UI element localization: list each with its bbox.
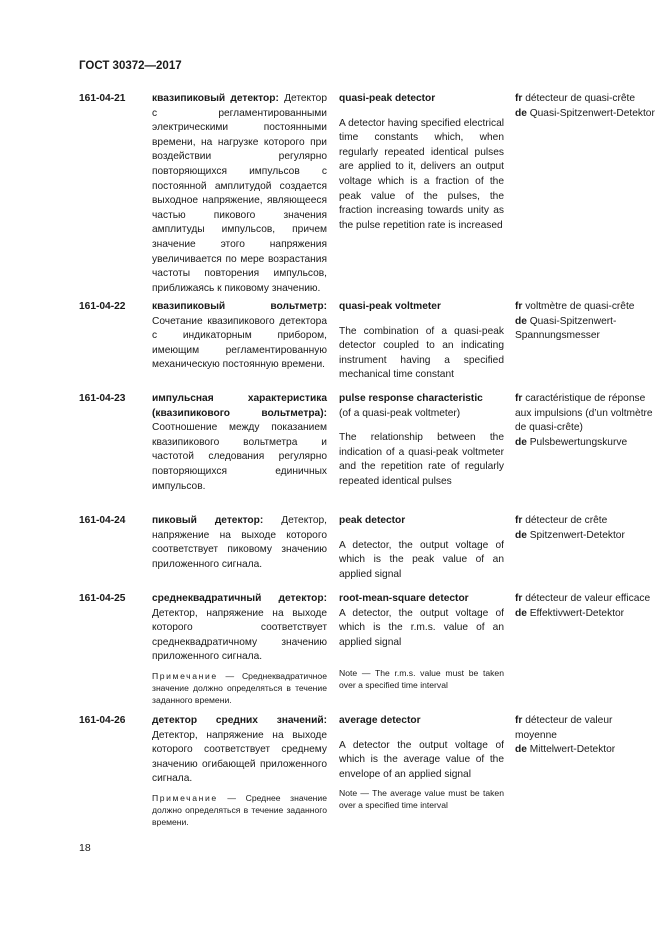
english-term: root-mean-square detector (339, 593, 469, 604)
german-term: Effektivwert-Detektor (526, 607, 625, 619)
english-term: pulse response characteristic (339, 393, 483, 404)
english-text: The combination of a quasi-peak detector coupled to an indicating instrument having a specified mechanical time constant (339, 325, 504, 381)
english-text: The relationship between the indication of a quasi-peak voltmeter and the repetition rate of regularly repeated identical pulses (339, 432, 504, 487)
note-label: Примечание (152, 670, 218, 681)
english-note: Note — The r.m.s. value must be taken over a specified time interval (339, 668, 504, 691)
russian-note (152, 793, 327, 828)
french-term: détecteur de crête (522, 515, 608, 526)
equivalents (515, 392, 655, 450)
note-text: — Среднее значение должно определяться в течение заданного времени. (152, 792, 327, 827)
english-note: Note — The average value must be taken over a specified time interval (339, 788, 504, 811)
french-term: détecteur de quasi-crête (522, 93, 636, 104)
russian-definition (152, 714, 327, 828)
french-label: fr (515, 715, 523, 726)
english-definition (339, 300, 504, 383)
russian-term: среднеквадратичный детектор: (152, 593, 327, 604)
english-definition (339, 592, 504, 692)
french-label: fr (515, 93, 523, 104)
equivalents (515, 92, 655, 121)
german-label: de (515, 607, 527, 619)
russian-text: Детектор, напряжение на выходе которого соответствует пиковому значению приложенного сигнала. (152, 515, 328, 570)
entry-number: 161-04-24 (79, 515, 126, 526)
english-subterm: (of a quasi-peak voltmeter) (339, 407, 461, 419)
russian-term: детектор средних значений: (152, 715, 327, 726)
french-label: fr (515, 515, 523, 526)
english-text: A detector, the output voltage of which is the peak value of an applied signal (339, 539, 504, 580)
german-label: de (515, 436, 527, 448)
russian-text: Детектор, напряжение на выходе которого соответствует среднеквадратичному значению приложенного сигнала. (152, 607, 327, 663)
russian-definition (152, 514, 327, 572)
russian-text: Детектор, напряжение на выходе которого соответствует среднему значению огибающей приложенного сигнала. (152, 729, 327, 785)
german-term: Pulsbewertungskurve (526, 436, 628, 448)
entry-number: 161-04-26 (79, 715, 126, 726)
french-label: fr (515, 593, 523, 604)
equivalents (515, 300, 655, 344)
english-definition (339, 92, 504, 233)
english-term: average detector (339, 715, 421, 726)
german-term: Spitzenwert-Detektor (526, 529, 625, 541)
english-text: A detector, the output voltage of which is the r.m.s. value of an applied signal (339, 607, 504, 648)
russian-definition (152, 392, 327, 494)
english-definition (339, 714, 504, 812)
german-term: Quasi-Spitzenwert-Spannungsmesser (515, 315, 617, 342)
russian-definition (152, 92, 327, 296)
german-label: de (515, 107, 527, 119)
russian-definition (152, 592, 327, 706)
english-term: peak detector (339, 515, 406, 526)
entry-number: 161-04-21 (79, 93, 126, 104)
french-term: caractéristique de réponse aux impulsions (d’un voltmètre de quasi-crête) (515, 393, 653, 434)
page-number: 18 (79, 842, 91, 854)
german-label: de (515, 529, 527, 541)
french-term: détecteur de valeur efficace (522, 593, 651, 604)
german-label: de (515, 315, 527, 327)
english-term: quasi-peak detector (339, 93, 436, 104)
equivalents (515, 592, 655, 621)
entry-number: 161-04-23 (79, 393, 126, 404)
french-term: voltmètre de quasi-crête (522, 301, 635, 312)
entry-number: 161-04-22 (79, 301, 126, 312)
russian-term: квазипиковый детектор: (152, 93, 279, 104)
equivalents (515, 714, 655, 758)
english-term: quasi-peak voltmeter (339, 301, 441, 312)
french-term: détecteur de valeur moyenne (515, 715, 613, 741)
english-text: A detector the output voltage of which is the average value of the envelope of an applied signal (339, 739, 504, 780)
equivalents (515, 514, 655, 543)
russian-term: квазипиковый вольтметр: (152, 301, 327, 312)
french-label: fr (515, 393, 523, 404)
russian-text: Соотношение между показанием квазипикового вольтметра и частотой следования регулярно повторяющихся единичных импульсов. (152, 422, 327, 492)
russian-note (152, 671, 327, 706)
german-term: Mittelwert-Detektor (526, 744, 616, 756)
russian-term: импульсная характеристика (квазипикового вольтметра): (152, 393, 327, 419)
russian-text: Детектор с регламентированными электрическими постоянными времени, на нагрузке которого при воздействии регулярно повторяющихся импульсов с постоянной амплитудой создается выходное напряжение, являющееся частью пикового значения амплитуды импульсов, причем значение этого напряжения увеличивается по мере возрастания частоты повторения импульсов, приближаясь к пиковому значению. (152, 93, 327, 294)
german-label: de (515, 744, 527, 756)
russian-definition (152, 300, 327, 373)
note-label: Примечание (152, 792, 218, 803)
russian-text: Сочетание квазипикового детектора с индикаторным прибором, имеющим регламентированную механическую постоянную времени. (152, 315, 327, 371)
english-definition (339, 514, 504, 582)
english-definition (339, 392, 504, 490)
german-term: Quasi-Spitzenwert-Detektor (526, 107, 655, 119)
document-header: ГОСТ 30372—2017 (79, 60, 182, 72)
english-text: A detector having specified electrical time constants which, when regularly repeated identical pulses are applied to it, delivers an output voltage which is a fraction of the peak value of the pulses, the fraction increasing towards unity as the pulse repetition rate is increased (339, 117, 504, 231)
note-text: — Среднеквадратичное значение должно определяться в течение заданного времени. (152, 670, 327, 705)
french-label: fr (515, 301, 523, 312)
entry-number: 161-04-25 (79, 593, 126, 604)
russian-term: пиковый детектор: (152, 515, 264, 526)
